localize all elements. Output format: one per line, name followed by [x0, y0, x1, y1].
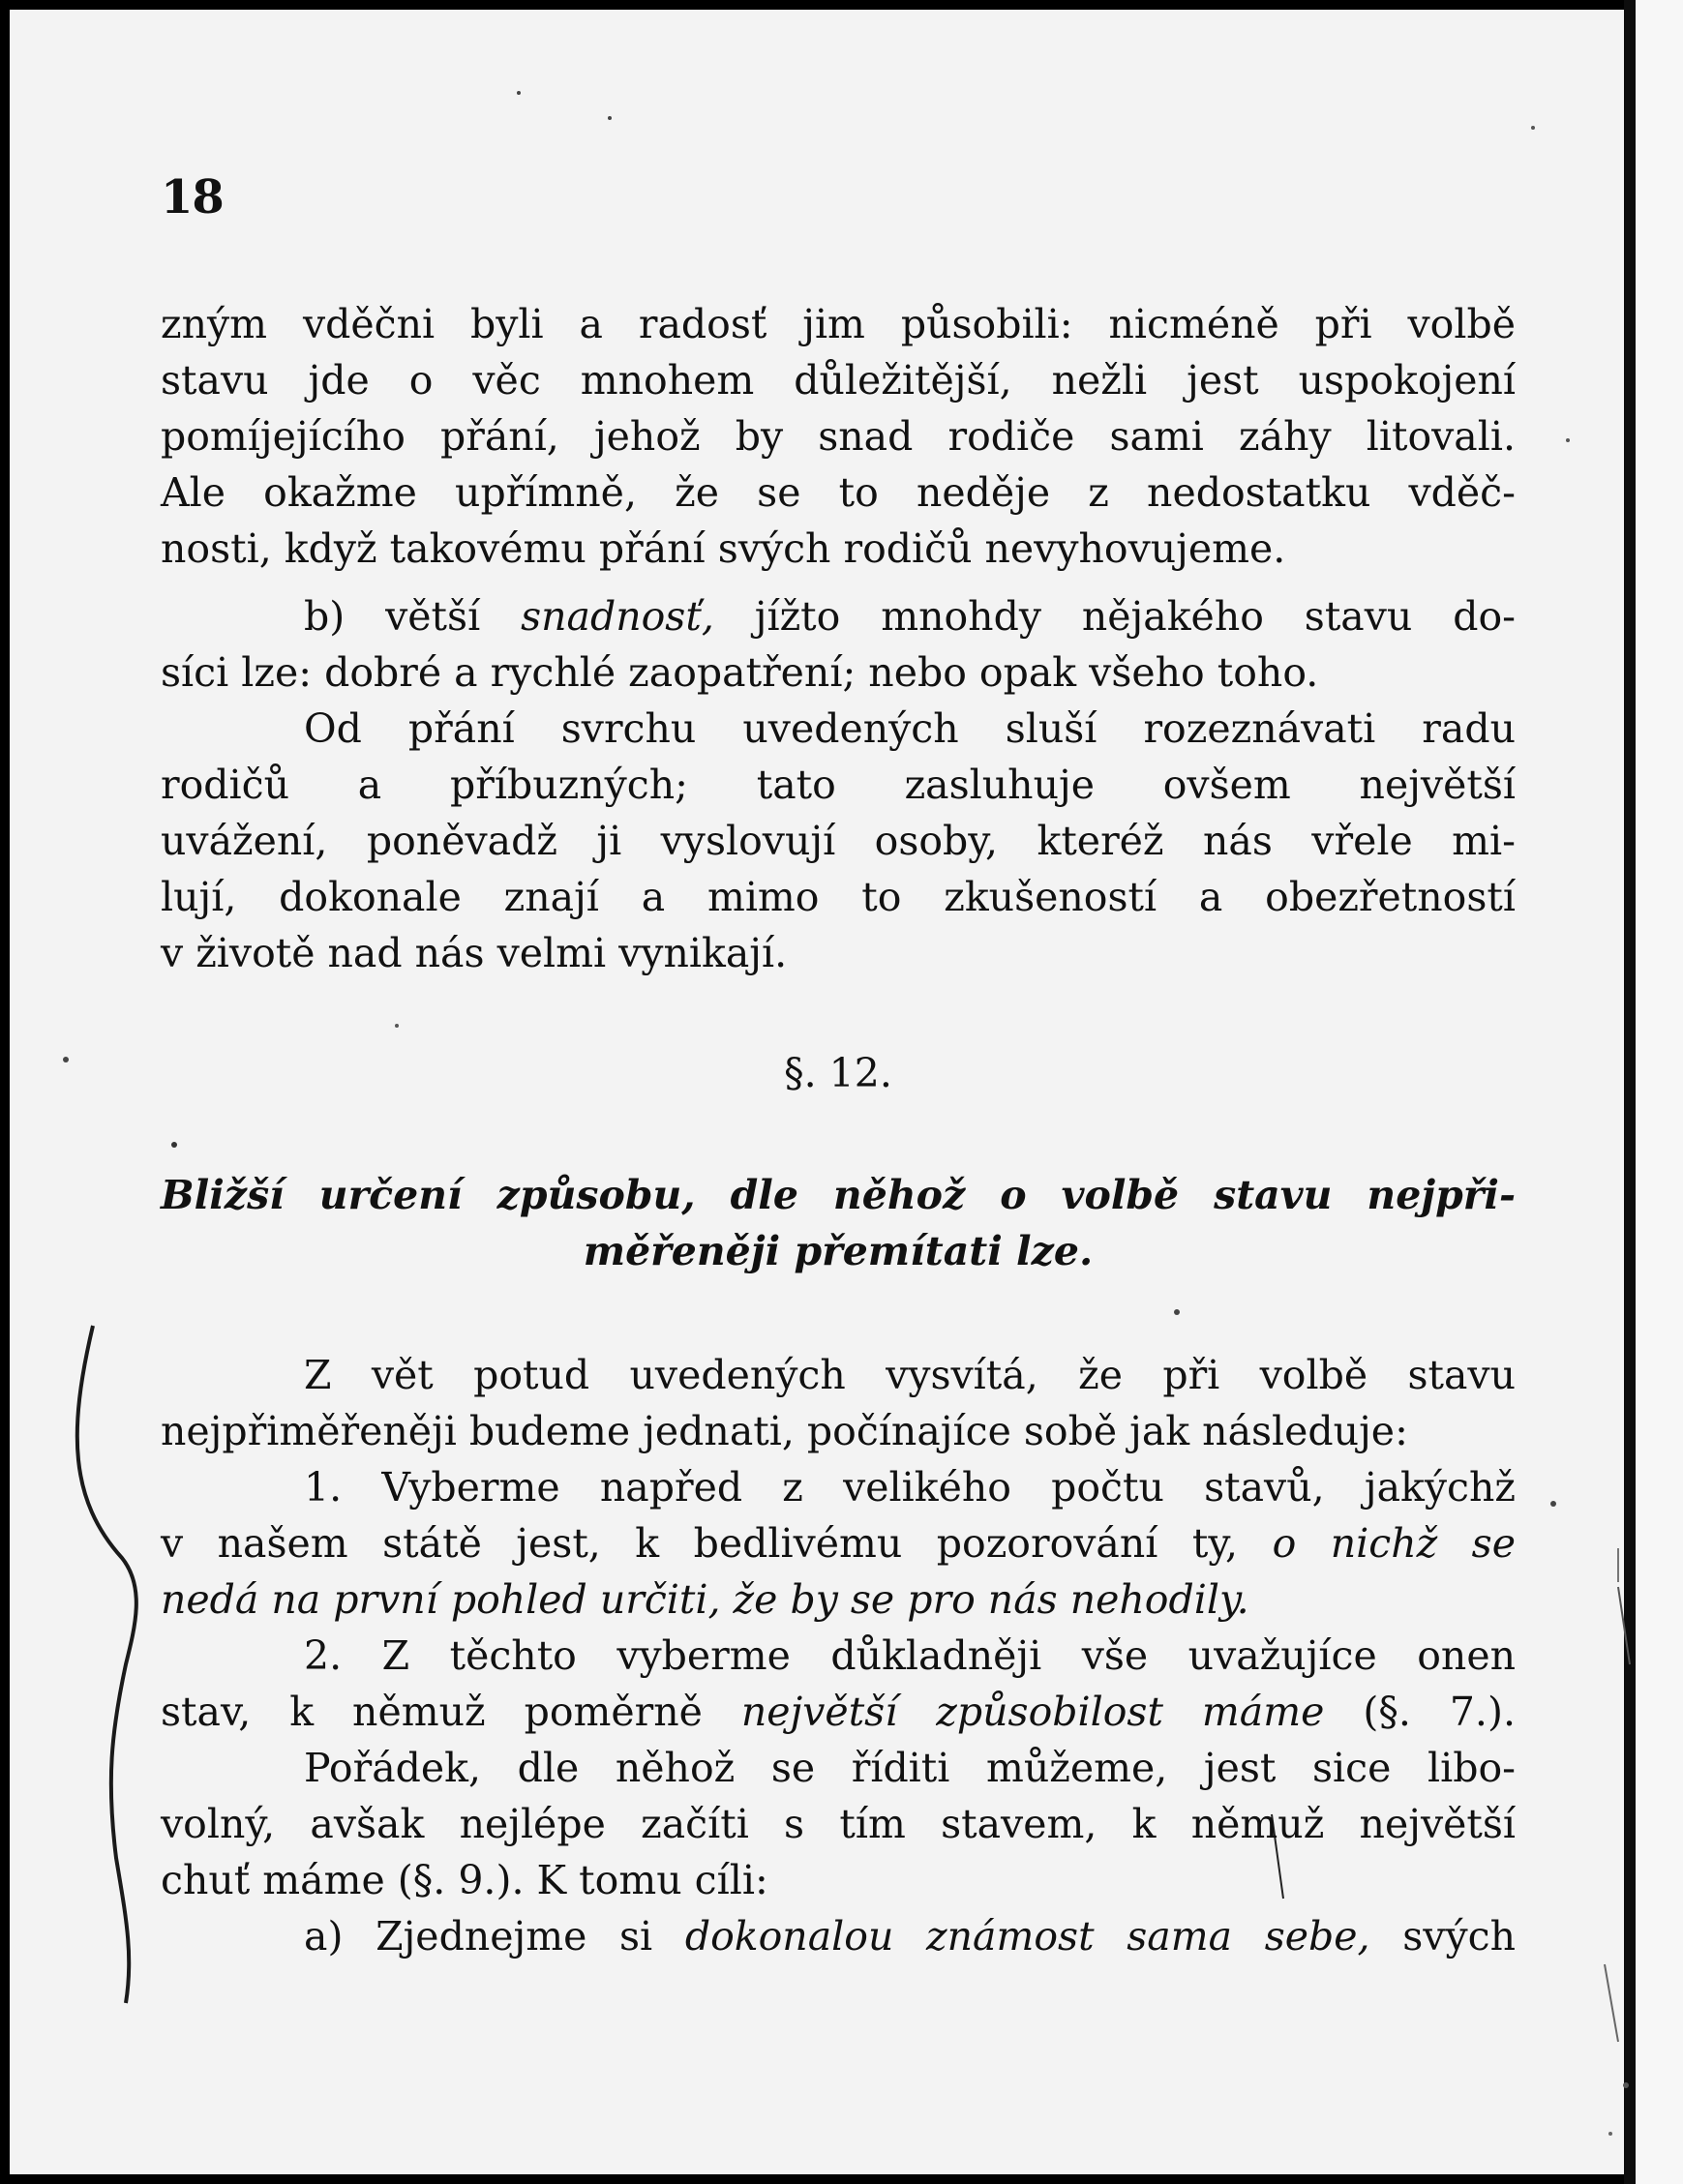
- item-2-prefix: stav, k němuž poměrně: [161, 1689, 703, 1735]
- item-b-suffix: jížto mnohdy nějakého stavu do-: [754, 593, 1516, 640]
- item-1-emphasis: o nichž se: [1272, 1520, 1516, 1567]
- text-line: Pořádek, dle něhož se říditi můžeme, jest sice libo-: [304, 1745, 1516, 1791]
- text-line: nosti, když takovému přání svých rodičů nevyhovujeme.: [161, 525, 1286, 572]
- text-line: Od přání svrchu uvedených sluší rozeznávati radu: [304, 705, 1516, 752]
- text-line: [161, 588, 1516, 644]
- item-a-emphasis: dokonalou známost sama sebe,: [684, 1913, 1370, 1960]
- text-line: v životě nad nás velmi vynikají.: [161, 930, 788, 976]
- text-line: [161, 1908, 1516, 1964]
- paragraph-advice: [161, 701, 1516, 981]
- paragraph-item-2: [161, 1628, 1516, 1740]
- text-line: volný, avšak nejlépe začíti s tím stavem, k němuž největší: [161, 1801, 1516, 1847]
- item-a-suffix: svých: [1402, 1913, 1516, 1960]
- text-line: stavu jde o věc mnohem důležitější, nežli jest uspokojení: [161, 357, 1516, 404]
- item-1-prefix: v našem státě jest, k bedlivému pozorování ty,: [161, 1520, 1239, 1567]
- text-line: síci lze: dobré a rychlé zaopatření; nebo opak všeho toho.: [161, 649, 1319, 696]
- item-2-emphasis: největší způsobilost máme: [740, 1689, 1325, 1735]
- section-number: §. 12.: [784, 1050, 892, 1096]
- text-line: Ale okažme upřímně, že se to neděje z nedostatku vděč-: [161, 469, 1516, 516]
- text-line: rodičů a příbuzných; tato zasluhuje ovšem největší: [161, 762, 1516, 808]
- text-line: [161, 1684, 1516, 1740]
- text-line: Z vět potud uvedených vysvítá, že při volbě stavu: [304, 1352, 1516, 1398]
- text-line: lují, dokonale znají a mimo to zkušeností a obezřetností: [161, 874, 1516, 920]
- heading-line: Bližší určení způsobu, dle něhož o volbě stavu nejpři-: [161, 1172, 1516, 1218]
- item-a-prefix: a) Zjednejme si: [304, 1913, 653, 1960]
- item-b-prefix: b) větší: [304, 593, 481, 640]
- section-heading: [161, 1167, 1516, 1279]
- page-number: 18: [161, 170, 224, 224]
- section-mark: [161, 1045, 1516, 1101]
- paragraph-item-b: [161, 588, 1516, 701]
- text-line: 2. Z těchto vyberme důkladněji vše uvažujíce onen: [304, 1632, 1516, 1679]
- text-line: 1. Vyberme napřed z velikého počtu stavů, jakýchž: [304, 1464, 1516, 1511]
- text-line: nedá na první pohled určiti, že by se pro nás nehodily.: [161, 1576, 1249, 1623]
- heading-line: měřeněji přemítati lze.: [583, 1228, 1094, 1274]
- paragraph-item-a: [161, 1908, 1516, 1964]
- text-line: chuť máme (§. 9.). K tomu cíli:: [161, 1857, 768, 1903]
- paragraph-gratitude: [161, 296, 1516, 577]
- item-2-suffix: (§. 7.).: [1363, 1689, 1516, 1735]
- text-line: [161, 1515, 1516, 1571]
- paragraph-order: [161, 1740, 1516, 1908]
- paragraph-item-1: [161, 1459, 1516, 1628]
- text-line: pomíjejícího přání, jehož by snad rodiče sami záhy litovali.: [161, 413, 1516, 460]
- margin-bracket-mark: [58, 1316, 145, 2013]
- text-line: nejpřiměřeněji budeme jednati, počínajíce sobě jak následuje:: [161, 1408, 1408, 1454]
- text-line: uvážení, poněvadž ji vyslovují osoby, kteréž nás vřele mi-: [161, 818, 1516, 864]
- text-line: zným vděčni byli a radosť jim působili: nicméně při volbě: [161, 301, 1516, 347]
- paragraph-intro: [161, 1347, 1516, 1459]
- item-b-emphasis: snadnosť,: [521, 593, 714, 640]
